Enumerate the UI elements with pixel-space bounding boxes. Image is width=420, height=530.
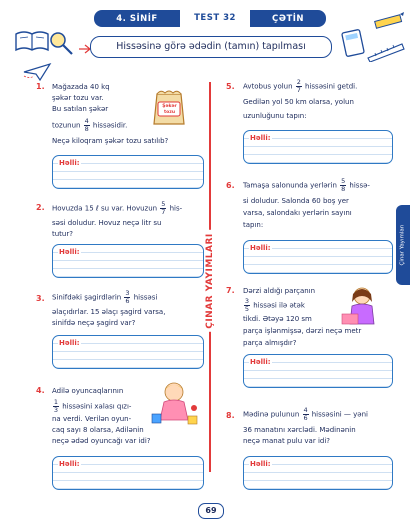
answer-box[interactable] — [243, 240, 393, 274]
answer-box[interactable] — [52, 244, 204, 278]
difficulty-label: ÇƏTİN — [271, 13, 305, 24]
answer-label: Həlli: — [250, 244, 271, 252]
question-number: 8. — [226, 411, 235, 420]
q3-line-1a: Sinifdəki şagirdlərin — [52, 293, 122, 302]
q2-line-1b: his- — [169, 204, 183, 213]
q6-line-1b: hissə- — [349, 181, 370, 190]
fraction — [296, 79, 302, 94]
q1-line-4a: tozunun — [52, 121, 81, 130]
question-number: 7. — [226, 286, 235, 295]
q3-fraction-line — [52, 290, 157, 305]
q4-line-3: na verdi. Verilən oyun- — [52, 415, 132, 423]
q5-fraction-line — [243, 79, 357, 94]
q2-line-2: səsi doludur. Hovuz neçə litr su — [52, 219, 162, 227]
spine-label-wrap — [196, 225, 224, 337]
answer-label: Həlli: — [250, 460, 271, 468]
q7-line-1: Dərzi aldığı parçanın — [243, 287, 316, 295]
q3-line-3: sinifdə neçə şagird var? — [52, 319, 136, 327]
numerator: 4 — [303, 406, 308, 414]
q7-line-5: parça almışdır? — [243, 339, 297, 347]
answer-box[interactable] — [243, 354, 393, 388]
q2-fraction-line — [52, 201, 182, 216]
fraction — [84, 118, 90, 133]
q6-line-3: varsa, salondakı yerlərin sayını — [243, 209, 352, 217]
q7-line-4: parça işlənmişsə, dərzi neçə metr — [243, 327, 362, 335]
numerator: 2 — [296, 78, 301, 86]
q4-line-4: caq sayı 8 olarsa, Adilənin — [52, 426, 144, 434]
side-tab-label: Çinar Yayımları — [400, 224, 407, 266]
question-number: 1. — [36, 82, 45, 91]
q8-line-1b: hissəsini — yəni — [311, 410, 368, 419]
numerator: 5 — [161, 200, 166, 208]
fraction — [244, 298, 250, 313]
answer-box[interactable] — [52, 335, 204, 369]
question-number: 5. — [226, 82, 235, 91]
paper-plane-icon — [22, 62, 52, 82]
child-with-toys-icon — [150, 378, 200, 428]
page-number: 69 — [198, 503, 224, 519]
q1-line-5: Neçə kiloqram şəkər tozu satılıb? — [52, 137, 169, 145]
denominator: 7 — [296, 85, 301, 94]
ruler-pencil-icon — [372, 10, 406, 32]
denominator: 8 — [84, 124, 89, 133]
page-title: Hissəsinə görə ədədin (tamın) tapılması — [90, 36, 332, 58]
header-bar — [94, 10, 326, 27]
q8-line-3: neçə manat pulu var idi? — [243, 437, 330, 445]
q6-fraction-line — [243, 178, 370, 193]
q8-fraction-line — [243, 407, 368, 422]
denominator: 7 — [161, 207, 166, 216]
question-number: 2. — [36, 203, 45, 212]
sugar-label: Şəkər tozu — [162, 104, 177, 115]
calculator-icon — [340, 28, 368, 58]
q5-line-3: uzunluğunu tapın: — [243, 112, 307, 120]
q4-line-2b: hissəsini xalası qızı- — [62, 402, 132, 411]
answer-label: Həlli: — [59, 460, 80, 468]
q6-line-1a: Tamaşa salonunda yerlərin — [243, 181, 337, 190]
fraction — [340, 178, 346, 193]
test-label: TEST 32 — [180, 10, 250, 27]
q7-line-3: tikdi. Ətəyə 120 sm — [243, 315, 312, 323]
spine-label: ÇINAR YAYIMLARI — [205, 230, 215, 332]
question-number: 4. — [36, 386, 45, 395]
question-1-text — [52, 82, 152, 115]
q1-fraction-line — [52, 118, 127, 133]
numerator: 3 — [244, 297, 250, 305]
numerator: 3 — [125, 289, 130, 297]
q2-line-3: tutur? — [52, 230, 73, 238]
answer-box[interactable] — [243, 456, 393, 490]
answer-label: Həlli: — [59, 339, 80, 347]
q6-line-2: si doludur. Salonda 60 boş yer — [243, 197, 349, 205]
q4-line-1: Adilə oyuncaqlarının — [52, 387, 124, 395]
numerator: 5 — [341, 177, 346, 185]
q5-line-1a: Avtobus yolun — [243, 82, 293, 91]
q1-line-3: Bu satılan şəkər — [52, 105, 109, 113]
q5-line-1b: hissəsini getdi. — [305, 82, 358, 91]
magnifier-icon — [46, 28, 76, 58]
answer-box[interactable] — [243, 130, 393, 164]
denominator: 5 — [244, 304, 250, 313]
denominator: 6 — [125, 296, 130, 305]
q3-line-1b: hissəsi — [133, 293, 158, 302]
numerator: 4 — [84, 117, 89, 125]
denominator: 6 — [303, 413, 308, 422]
q8-line-2: 36 manatını xərclədi. Mədinənin — [243, 426, 356, 434]
q7-fraction-line — [243, 298, 305, 313]
fraction — [303, 407, 309, 422]
question-number: 3. — [36, 294, 45, 303]
fraction — [160, 201, 166, 216]
answer-label: Həlli: — [250, 358, 271, 366]
q7-line-2b: hissəsi ilə ətək — [253, 301, 305, 310]
denominator: 8 — [341, 184, 346, 193]
q8-line-1a: Mədinə pulunun — [243, 410, 300, 419]
question-number: 6. — [226, 181, 235, 190]
q2-line-1a: Hovuzda 15 ℓ su var. Hovuzun — [52, 204, 158, 213]
q1-line-1: Mağazada 40 kq — [52, 83, 110, 91]
fraction — [124, 290, 130, 305]
side-tab — [396, 205, 410, 285]
answer-label: Həlli: — [59, 159, 80, 167]
q3-line-2: əlaçıdırlar. 15 əlaçı şagird varsa, — [52, 308, 166, 316]
ruler-icon — [366, 40, 406, 62]
q4-fraction-line — [52, 399, 131, 414]
answer-label: Həlli: — [59, 248, 80, 256]
answer-box[interactable] — [52, 155, 204, 189]
open-book-icon — [14, 28, 50, 54]
q6-line-4: tapın: — [243, 221, 264, 229]
q1-line-2: şəkər tozu var. — [52, 94, 104, 102]
q4-line-5: neçə ədəd oyuncağı var idi? — [52, 437, 151, 445]
answer-label: Həlli: — [250, 134, 271, 142]
q1-line-4b: hissəsidir. — [92, 121, 128, 130]
denominator: 3 — [53, 405, 59, 414]
fraction — [53, 399, 59, 414]
q5-line-2: Gedilən yol 50 km olarsa, yolun — [243, 98, 354, 106]
grade-label: 4. SİNİF — [116, 13, 158, 24]
numerator: 1 — [53, 398, 59, 406]
answer-box[interactable] — [52, 456, 204, 490]
tailor-girl-icon — [340, 284, 384, 328]
